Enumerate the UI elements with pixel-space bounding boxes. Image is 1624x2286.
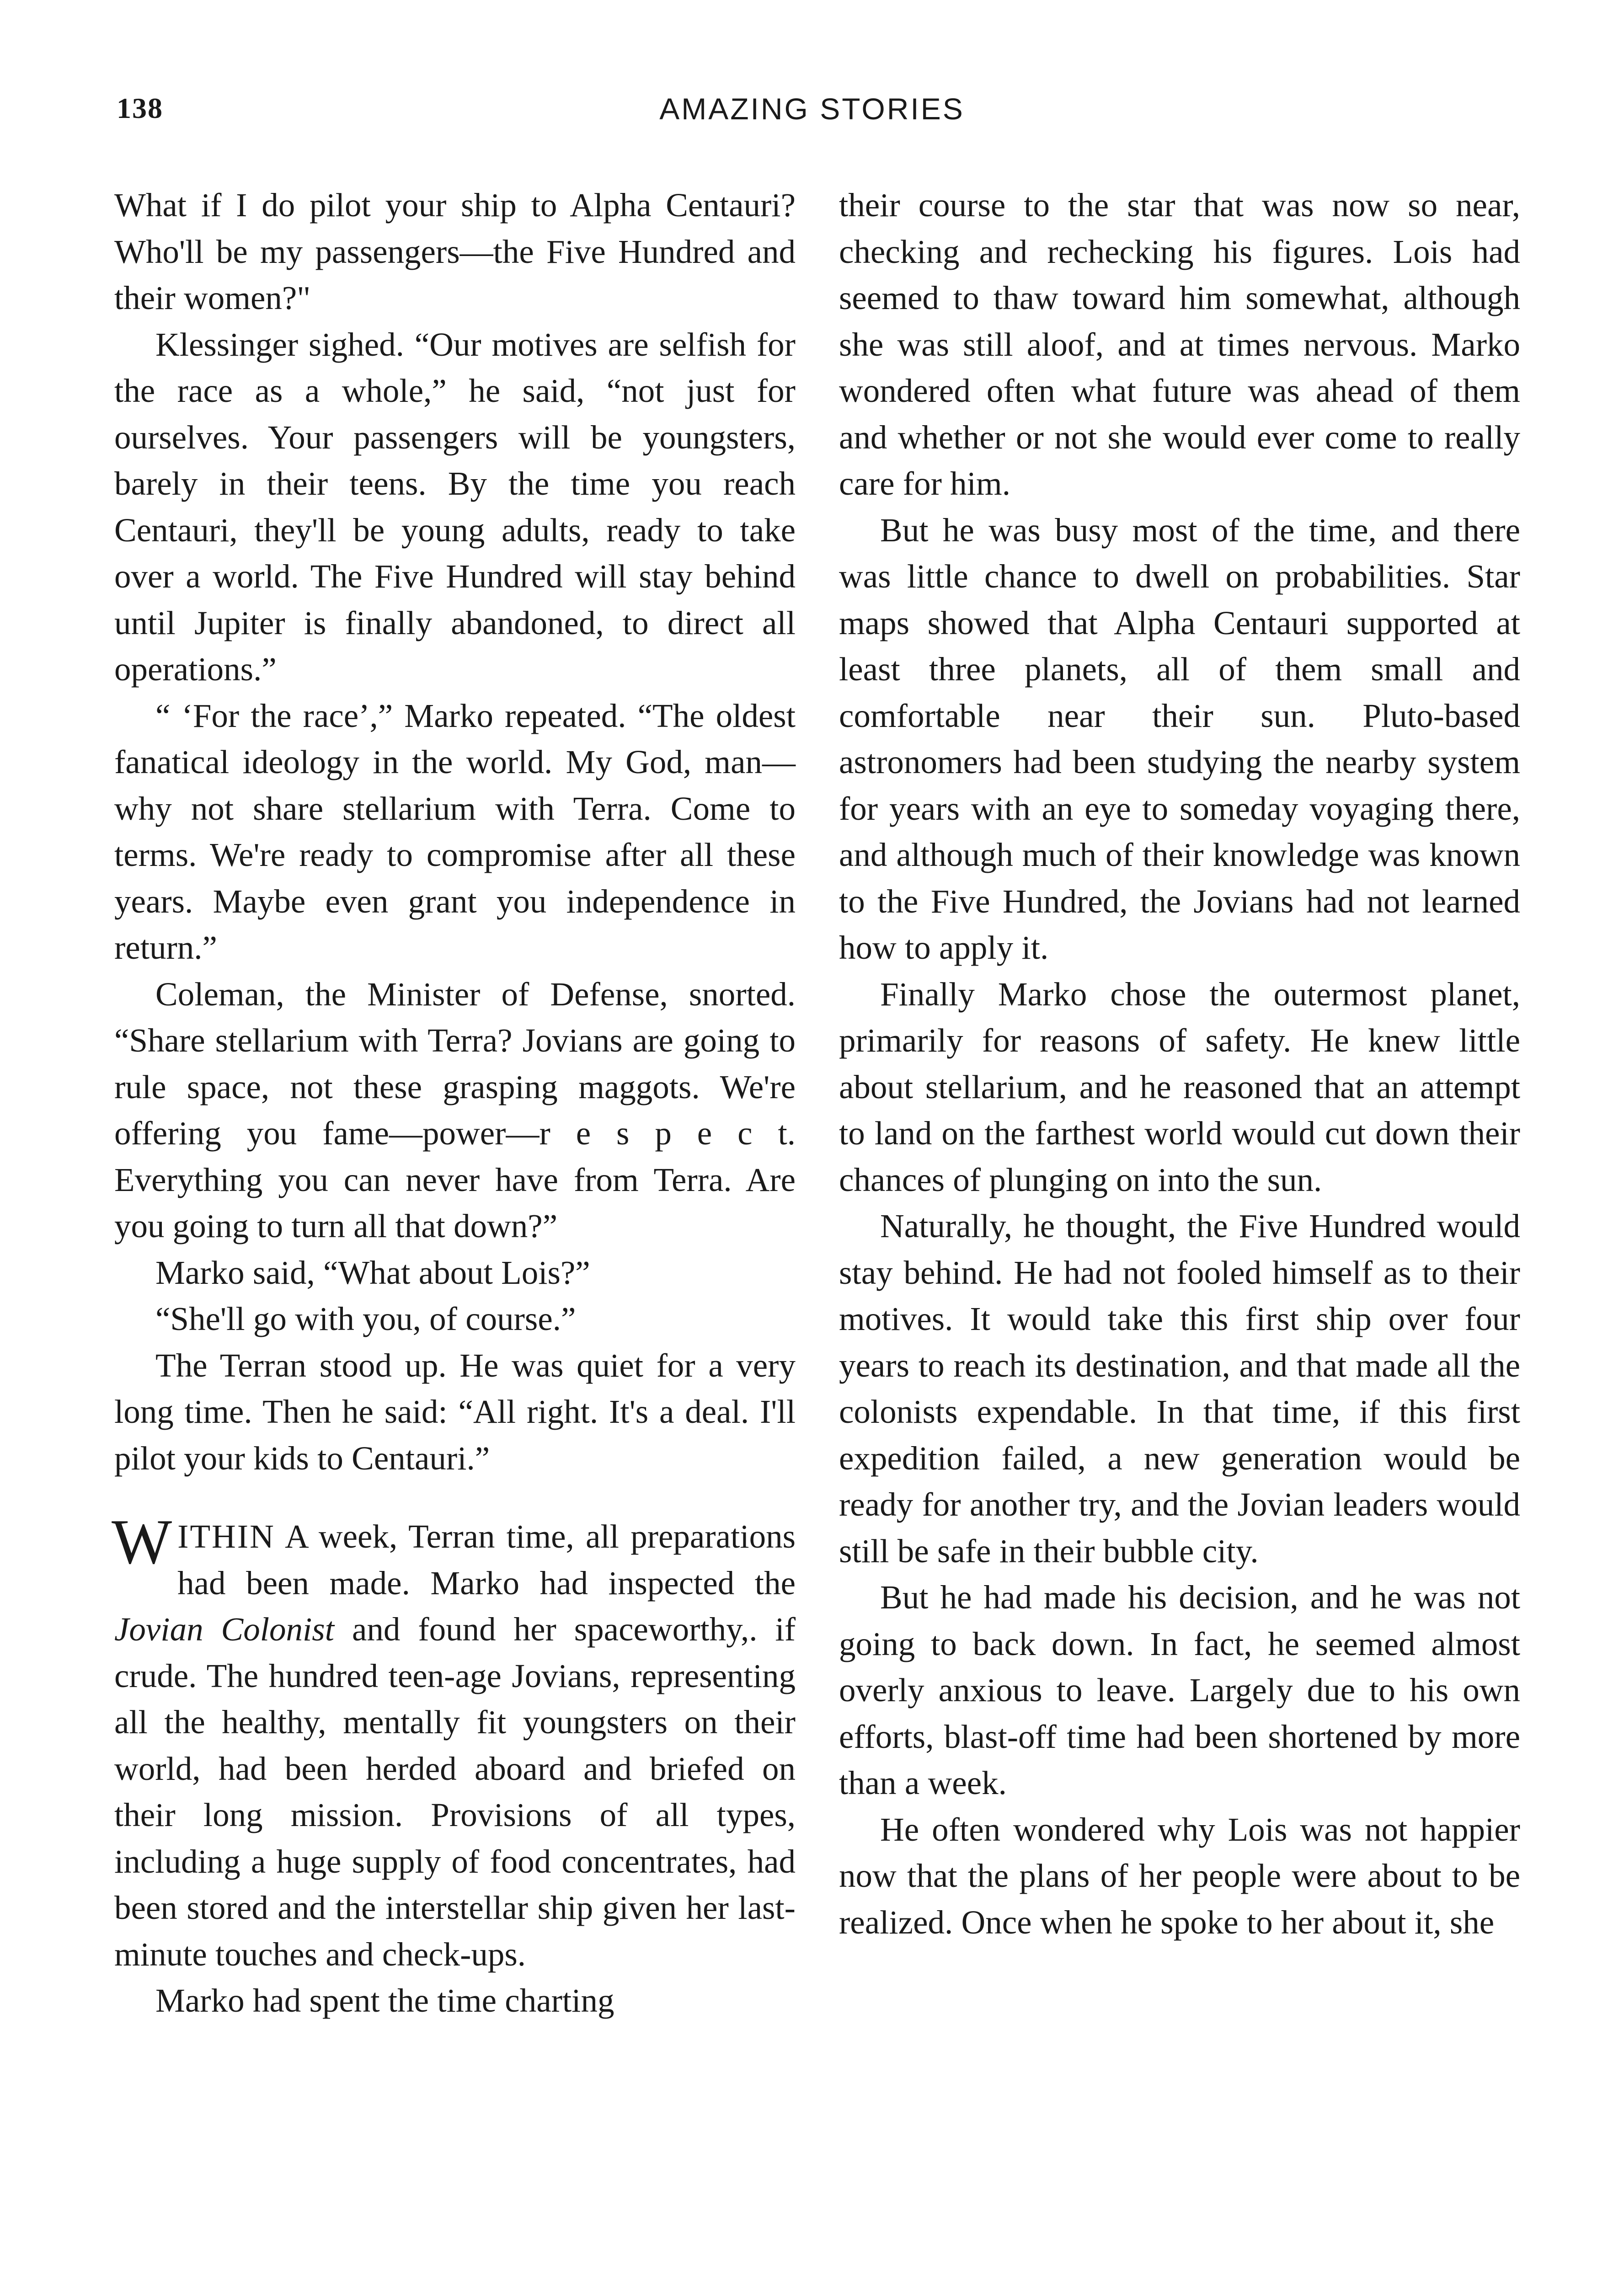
paragraph: Klessinger sighed. “Our motives are selfish for the race as a whole,” he said, “not just for ourselves. Your passengers will be youngsters, barely in their teens. By the time you reach Centauri, they'll be young adults, ready to take over a world. The Five Hundred will stay behind until Jupiter is finally abandoned, to direct all operations.” (114, 326, 796, 688)
paragraph: their course to the star that was now so near, checking and rechecking his figures. Lois had seemed to thaw toward him somewhat, although she was still aloof, and at times nervous. Marko wondered often what future was ahead of them and whether or not she would ever come to really care for him. (839, 187, 1520, 502)
right-column (839, 182, 1520, 1945)
paragraph: Finally Marko chose the outermost planet, primarily for reasons of safety. He knew little about stellarium, and he reasoned that an attempt to land on the farthest world would cut down their chances of plunging on into the sun. (839, 975, 1520, 1198)
paragraph: He often wondered why Lois was not happier now that the plans of her people were about to be realized. Once when he spoke to her about it, she (839, 1811, 1520, 1941)
paragraph-text: and found her spaceworthy,. if crude. The hundred teen-age Jovians, representing all the healthy, mentally fit youngsters on their world, had been herded aboard and briefed on their long mission. Provisions of all types, including a huge supply of food concentrates, had been stored and the interstellar ship given her last-minute touches and check-ups. (114, 1611, 796, 1973)
paragraph: But he had made his decision, and he was not going to back down. In fact, he seemed almost overly anxious to leave. Largely due to his own efforts, blast-off time had been shortened by more than a week. (839, 1579, 1520, 1801)
paragraph: “She'll go with you, of course.” (155, 1300, 576, 1337)
section-break (114, 1481, 796, 1513)
lead-in-word: ITHIN (177, 1518, 275, 1555)
paragraph: Marko said, “What about Lois?” (155, 1254, 590, 1291)
section-opening-paragraph (112, 1506, 796, 1977)
page-number: 138 (117, 92, 163, 124)
ship-name: Jovian Colonist (114, 1611, 334, 1648)
paragraph: What if I do pilot your ship to Alpha Centauri? Who'll be my passengers—the Five Hundred and their women?" (114, 187, 796, 316)
paragraph: The Terran stood up. He was quiet for a very long time. Then he said: “All right. It's a deal. I'll pilot your kids to Centauri.” (114, 1346, 796, 1477)
paragraph: Naturally, he thought, the Five Hundred would stay behind. He had not fooled himself as to their motives. It would take this first ship over four years to reach its destination, and that made all the colonists expendable. In that time, if this first expedition failed, a new generation would be ready for another try, and the Jovian leaders would still be safe in their bubble city. (839, 1207, 1520, 1570)
paragraph: But he was busy most of the time, and there was little chance to dwell on probabilities. Star maps showed that Alpha Centauri supported at least three planets, all of them small and comfortable near their sun. Pluto-based astronomers had been studying the nearby system for years with an eye to someday voyaging there, and although much of their knowledge was known to the Five Hundred, the Jovians had not learned how to apply it. (839, 511, 1520, 966)
running-head: AMAZING STORIES (659, 92, 965, 126)
left-column (114, 182, 796, 2024)
paragraph-text: A week, Terran time, all preparations had been made. Marko had inspected the (177, 1518, 796, 1602)
drop-cap: W (112, 1506, 172, 1577)
paragraph: “ ‘For the race’,” Marko repeated. “The oldest fanatical ideology in the world. My God, man—why not share stellarium with Terra. Come to terms. We're ready to compromise after all these years. Maybe even grant you independence in return.” (114, 697, 796, 966)
paragraph: Coleman, the Minister of Defense, snorted. “Share stellarium with Terra? Jovians are going to rule space, not these grasping maggots. We're offering you fame—power—r e s p e c t. Everything you can never have from Terra. Are you going to turn all that down?” (114, 975, 796, 1244)
paragraph: Marko had spent the time charting (155, 1982, 614, 2019)
